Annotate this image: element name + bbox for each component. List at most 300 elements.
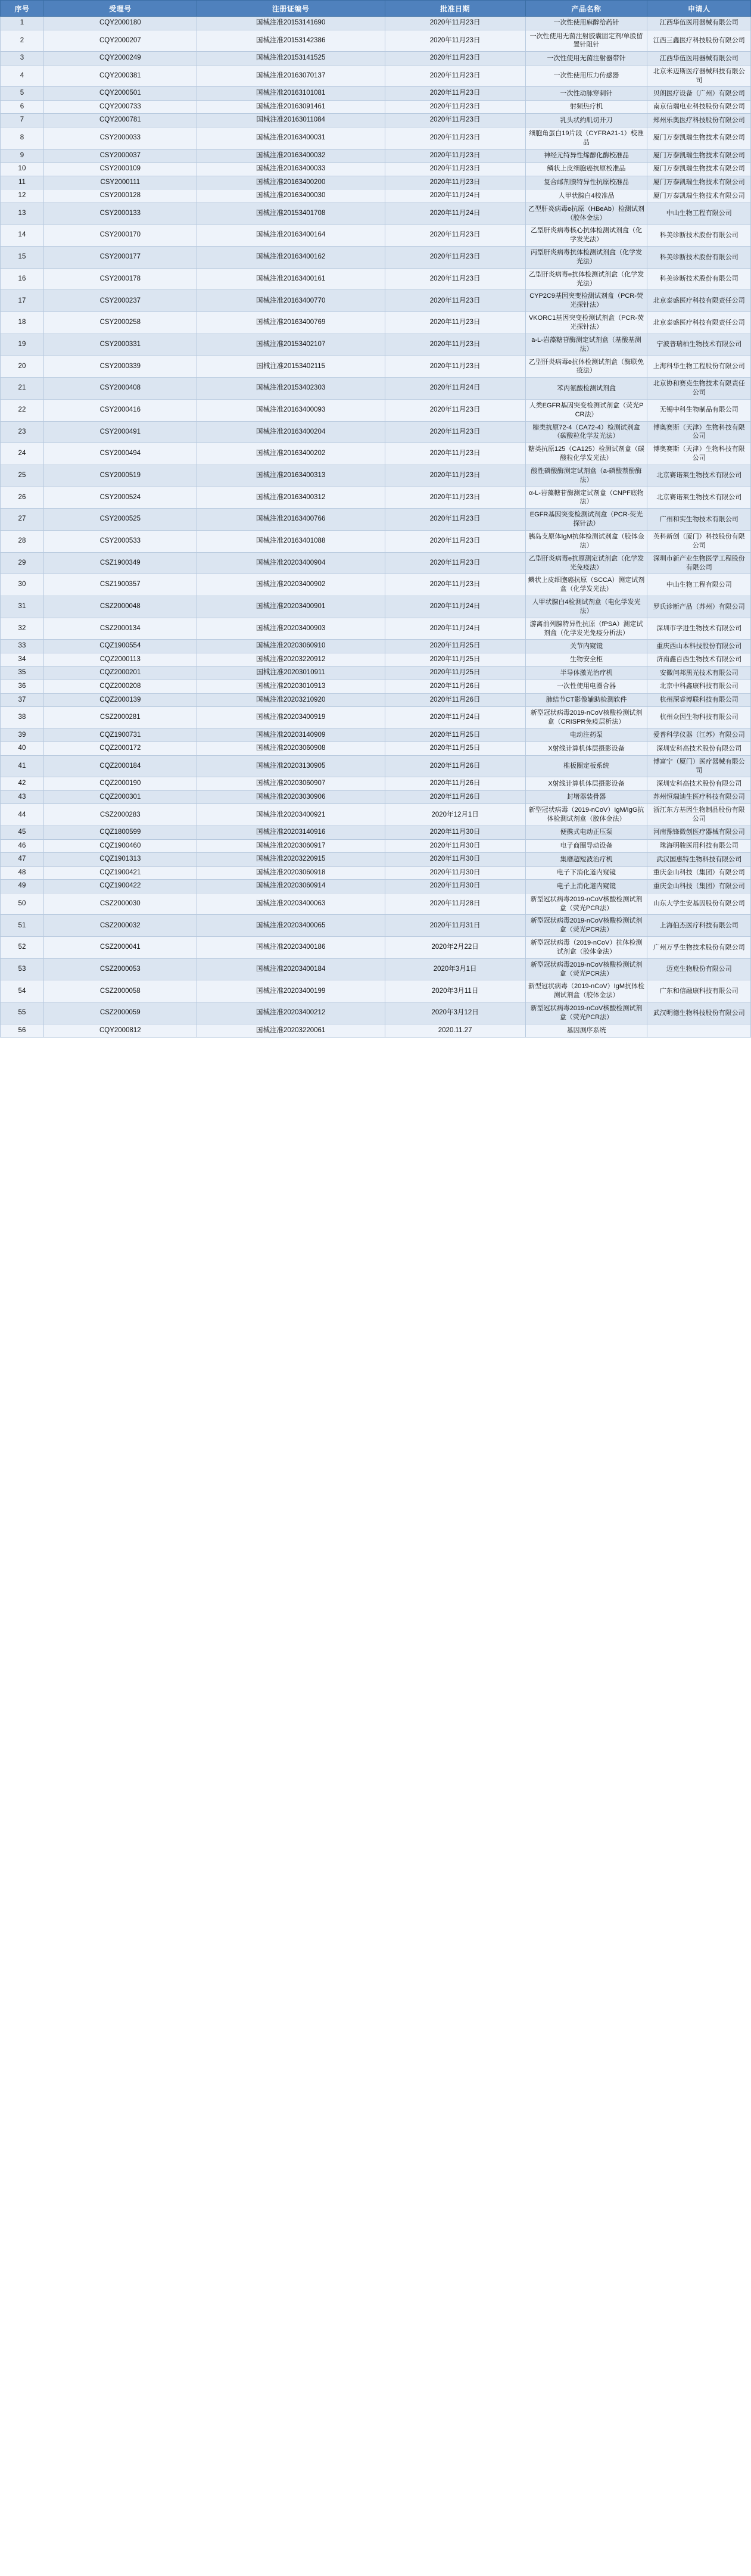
cell-index: 10 bbox=[1, 163, 44, 176]
cell-applicant: 深圳安科高技术股份有限公司 bbox=[647, 742, 751, 756]
cell-certificate-number: 国械注准20203210920 bbox=[197, 693, 385, 707]
cell-acceptance-number: CSY2000033 bbox=[43, 127, 197, 149]
cell-product-name: 乳头状约肌切开刀 bbox=[525, 114, 647, 127]
cell-index: 13 bbox=[1, 203, 44, 225]
table-row bbox=[1, 531, 751, 553]
table-row bbox=[1, 777, 751, 791]
cell-certificate-number: 国械注准20203060907 bbox=[197, 777, 385, 791]
table-row bbox=[1, 247, 751, 269]
cell-approval-date: 2020年11月23日 bbox=[385, 225, 525, 247]
cell-acceptance-number: CQY2000180 bbox=[43, 17, 197, 30]
table-row bbox=[1, 618, 751, 640]
cell-applicant: 科美诊断技术股份有限公司 bbox=[647, 225, 751, 247]
cell-acceptance-number: CQY2000249 bbox=[43, 52, 197, 66]
cell-applicant: 宁波普瑞柏生物技术有限公司 bbox=[647, 334, 751, 356]
cell-index: 6 bbox=[1, 100, 44, 114]
cell-product-name: 新型冠状病毒2019-nCoV核酸检测试剂盒（荧光PCR法） bbox=[525, 958, 647, 980]
cell-applicant: 上海科华生物工程股份有限公司 bbox=[647, 356, 751, 378]
cell-product-name: 苯丙氨酸检测试剂盒 bbox=[525, 378, 647, 400]
table-row bbox=[1, 203, 751, 225]
registration-table-container bbox=[0, 0, 751, 1038]
cell-product-name: 椎板圈定板系统 bbox=[525, 755, 647, 777]
cell-applicant: 北京泰盛医疗科技有限责任公司 bbox=[647, 312, 751, 334]
table-row bbox=[1, 443, 751, 465]
cell-certificate-number: 国械注准20203400065 bbox=[197, 915, 385, 937]
cell-acceptance-number: CSY2000339 bbox=[43, 356, 197, 378]
table-row bbox=[1, 1002, 751, 1024]
cell-approval-date: 2020年11月23日 bbox=[385, 574, 525, 596]
cell-approval-date: 2020年11月30日 bbox=[385, 853, 525, 867]
cell-certificate-number: 国械注准20203400212 bbox=[197, 1002, 385, 1024]
cell-certificate-number: 国械注准20163400032 bbox=[197, 149, 385, 163]
column-header-applicant: 申请人 bbox=[647, 1, 751, 17]
cell-approval-date: 2020年11月23日 bbox=[385, 30, 525, 52]
cell-certificate-number: 国械注准20203060918 bbox=[197, 866, 385, 880]
table-row bbox=[1, 127, 751, 149]
cell-approval-date: 2020年11月30日 bbox=[385, 826, 525, 840]
cell-approval-date: 2020年11月25日 bbox=[385, 742, 525, 756]
table-row bbox=[1, 100, 751, 114]
cell-approval-date: 2020年11月23日 bbox=[385, 443, 525, 465]
cell-certificate-number: 国械注准20163400093 bbox=[197, 399, 385, 421]
cell-certificate-number: 国械注准20203400921 bbox=[197, 804, 385, 826]
cell-approval-date: 2020年11月30日 bbox=[385, 866, 525, 880]
cell-applicant: 厦门万泰凯瑞生物技术有限公司 bbox=[647, 127, 751, 149]
cell-acceptance-number: CQZ2000208 bbox=[43, 680, 197, 694]
table-row bbox=[1, 176, 751, 189]
cell-approval-date: 2020年11月23日 bbox=[385, 52, 525, 66]
table-row bbox=[1, 65, 751, 87]
cell-product-name: 乙型肝炎病毒e抗原（HBeAb）检测试剂（胶体金法） bbox=[525, 203, 647, 225]
table-row bbox=[1, 334, 751, 356]
table-row bbox=[1, 728, 751, 742]
cell-certificate-number: 国械注准20203400199 bbox=[197, 980, 385, 1002]
cell-index: 20 bbox=[1, 356, 44, 378]
cell-product-name: 基因测序系统 bbox=[525, 1024, 647, 1038]
table-row bbox=[1, 893, 751, 915]
cell-applicant: 博奥赛斯（天津）生物科技有限公司 bbox=[647, 443, 751, 465]
cell-approval-date: 2020年11月23日 bbox=[385, 356, 525, 378]
cell-index: 19 bbox=[1, 334, 44, 356]
cell-applicant bbox=[647, 1024, 751, 1038]
cell-index: 24 bbox=[1, 443, 44, 465]
cell-acceptance-number: CSY2000524 bbox=[43, 487, 197, 509]
cell-approval-date: 2020年11月28日 bbox=[385, 893, 525, 915]
cell-product-name: CYP2C9基因突变检测试剂盒（PCR-荧光探针法） bbox=[525, 290, 647, 312]
cell-applicant: 北京赛诺莱生物技术有限公司 bbox=[647, 465, 751, 487]
cell-approval-date: 2020年11月23日 bbox=[385, 65, 525, 87]
cell-acceptance-number: CQZ1900421 bbox=[43, 866, 197, 880]
cell-applicant: 英科新创（厦门）科技股份有限公司 bbox=[647, 531, 751, 553]
cell-applicant: 浙江东方基因生物制品股份有限公司 bbox=[647, 804, 751, 826]
cell-certificate-number: 国械注准20203140909 bbox=[197, 728, 385, 742]
cell-approval-date: 2020年11月23日 bbox=[385, 247, 525, 269]
cell-product-name: 乙型肝炎病毒e抗体检测试剂盒（化学发光法） bbox=[525, 268, 647, 290]
cell-approval-date: 2020年11月23日 bbox=[385, 127, 525, 149]
cell-index: 46 bbox=[1, 839, 44, 853]
cell-approval-date: 2020年11月23日 bbox=[385, 290, 525, 312]
cell-acceptance-number: CSZ2000053 bbox=[43, 958, 197, 980]
table-header-row bbox=[1, 1, 751, 17]
cell-index: 30 bbox=[1, 574, 44, 596]
cell-approval-date: 2020年11月26日 bbox=[385, 790, 525, 804]
cell-acceptance-number: CQY2000381 bbox=[43, 65, 197, 87]
cell-product-name: 关节内窥镜 bbox=[525, 640, 647, 653]
cell-index: 15 bbox=[1, 247, 44, 269]
table-row bbox=[1, 755, 751, 777]
cell-certificate-number: 国械注准20153142386 bbox=[197, 30, 385, 52]
cell-acceptance-number: CSZ2000059 bbox=[43, 1002, 197, 1024]
cell-acceptance-number: CSY2000491 bbox=[43, 421, 197, 443]
cell-certificate-number: 国械注准20203060910 bbox=[197, 640, 385, 653]
column-header-index: 序号 bbox=[1, 1, 44, 17]
cell-acceptance-number: CQZ1900731 bbox=[43, 728, 197, 742]
cell-product-name: 半导体激光治疗机 bbox=[525, 666, 647, 680]
cell-approval-date: 2020年11月23日 bbox=[385, 100, 525, 114]
cell-applicant: 苏州恒瑞迪生医疗科技有限公司 bbox=[647, 790, 751, 804]
cell-certificate-number: 国械注准20203010913 bbox=[197, 680, 385, 694]
cell-product-name: 人甲状腺白4校准品 bbox=[525, 189, 647, 203]
cell-certificate-number: 国械注准20203130905 bbox=[197, 755, 385, 777]
cell-certificate-number: 国械注准20153402107 bbox=[197, 334, 385, 356]
cell-product-name: 电子上消化道内窥镜 bbox=[525, 880, 647, 893]
registration-table bbox=[0, 0, 751, 1038]
cell-applicant: 武汉明德生物科技股份有限公司 bbox=[647, 1002, 751, 1024]
cell-applicant: 重庆金山科技（集团）有限公司 bbox=[647, 880, 751, 893]
cell-acceptance-number: CSZ2000041 bbox=[43, 937, 197, 959]
cell-approval-date: 2020年3月12日 bbox=[385, 1002, 525, 1024]
cell-approval-date: 2020年11月23日 bbox=[385, 163, 525, 176]
cell-acceptance-number: CQZ2000139 bbox=[43, 693, 197, 707]
cell-index: 33 bbox=[1, 640, 44, 653]
cell-approval-date: 2020年11月23日 bbox=[385, 487, 525, 509]
table-row bbox=[1, 1024, 751, 1038]
column-header-acceptance-number: 受理号 bbox=[43, 1, 197, 17]
cell-acceptance-number: CSY2000178 bbox=[43, 268, 197, 290]
cell-acceptance-number: CQZ2000301 bbox=[43, 790, 197, 804]
cell-acceptance-number: CQY2000812 bbox=[43, 1024, 197, 1038]
cell-acceptance-number: CSZ2000032 bbox=[43, 915, 197, 937]
cell-certificate-number: 国械注准20163400161 bbox=[197, 268, 385, 290]
cell-acceptance-number: CSY2000128 bbox=[43, 189, 197, 203]
cell-product-name: 便携式电动正压泵 bbox=[525, 826, 647, 840]
table-row bbox=[1, 421, 751, 443]
cell-applicant: 重庆金山科技（集团）有限公司 bbox=[647, 866, 751, 880]
cell-product-name: 新型冠状病毒2019-nCoV核酸检测试剂盒（荧光PCR法） bbox=[525, 915, 647, 937]
cell-applicant: 济南鑫百西生物技术有限公司 bbox=[647, 653, 751, 666]
column-header-product-name: 产品名称 bbox=[525, 1, 647, 17]
table-row bbox=[1, 87, 751, 101]
cell-index: 1 bbox=[1, 17, 44, 30]
cell-applicant: 重庆西山本科技股份有限公司 bbox=[647, 640, 751, 653]
cell-index: 44 bbox=[1, 804, 44, 826]
cell-product-name: 集磨超短波治疗机 bbox=[525, 853, 647, 867]
cell-certificate-number: 国械注准20203060908 bbox=[197, 742, 385, 756]
cell-product-name: 人类EGFR基因突变检测试剂盒（荧光PCR法） bbox=[525, 399, 647, 421]
cell-acceptance-number: CQY2000207 bbox=[43, 30, 197, 52]
cell-product-name: 新型冠状病毒2019-nCoV核酸检测试剂盒（荧光PCR法） bbox=[525, 893, 647, 915]
cell-applicant: 厦门万泰凯瑞生物技术有限公司 bbox=[647, 149, 751, 163]
table-row bbox=[1, 574, 751, 596]
cell-index: 55 bbox=[1, 1002, 44, 1024]
cell-product-name: 乙型肝炎病毒e抗体检测试剂盒（酶联免疫法） bbox=[525, 356, 647, 378]
cell-index: 17 bbox=[1, 290, 44, 312]
cell-certificate-number: 国械注准20203400904 bbox=[197, 552, 385, 574]
cell-index: 7 bbox=[1, 114, 44, 127]
cell-applicant: 广州和实生物技术有限公司 bbox=[647, 509, 751, 531]
cell-product-name: 新型冠状病毒（2019-nCoV）IgM抗体检测试剂盒（胶体金法） bbox=[525, 980, 647, 1002]
column-header-approval-date: 批准日期 bbox=[385, 1, 525, 17]
cell-acceptance-number: CQY2000781 bbox=[43, 114, 197, 127]
cell-product-name: 电动注药泵 bbox=[525, 728, 647, 742]
cell-approval-date: 2020年11月26日 bbox=[385, 755, 525, 777]
cell-applicant: 深圳市新产业生物医学工程股份有限公司 bbox=[647, 552, 751, 574]
cell-applicant: 无锡中科生物制品有限公司 bbox=[647, 399, 751, 421]
cell-acceptance-number: CQZ2000184 bbox=[43, 755, 197, 777]
cell-applicant: 河南豫锋微创医疗器械有限公司 bbox=[647, 826, 751, 840]
cell-certificate-number: 国械注准20153141525 bbox=[197, 52, 385, 66]
cell-product-name: 新型冠状病毒2019-nCoV核酸检测试剂盒（荧光PCR法） bbox=[525, 1002, 647, 1024]
cell-applicant: 科美诊断技术股份有限公司 bbox=[647, 268, 751, 290]
cell-applicant: 中山生物工程有限公司 bbox=[647, 574, 751, 596]
cell-certificate-number: 国械注准20163400162 bbox=[197, 247, 385, 269]
cell-acceptance-number: CQZ1900460 bbox=[43, 839, 197, 853]
cell-certificate-number: 国械注准20163400313 bbox=[197, 465, 385, 487]
cell-product-name: 生物安全柜 bbox=[525, 653, 647, 666]
cell-applicant: 罗氏诊断产品（苏州）有限公司 bbox=[647, 596, 751, 618]
cell-product-name: 射频热疗机 bbox=[525, 100, 647, 114]
cell-applicant: 安徽问邦黑光技术有限公司 bbox=[647, 666, 751, 680]
cell-approval-date: 2020年11月23日 bbox=[385, 465, 525, 487]
cell-product-name: 鳞状上皮细胞癌抗原校准品 bbox=[525, 163, 647, 176]
table-row bbox=[1, 866, 751, 880]
cell-index: 9 bbox=[1, 149, 44, 163]
table-row bbox=[1, 937, 751, 959]
table-row bbox=[1, 666, 751, 680]
table-row bbox=[1, 114, 751, 127]
cell-applicant: 博富宁（厦门）医疗器械有限公司 bbox=[647, 755, 751, 777]
cell-product-name: EGFR基因突变检测试剂盒（PCR-荧光探针法） bbox=[525, 509, 647, 531]
table-row bbox=[1, 225, 751, 247]
cell-product-name: 肺结节CT影像辅助检测软件 bbox=[525, 693, 647, 707]
cell-index: 34 bbox=[1, 653, 44, 666]
cell-product-name: 封堵器装骨器 bbox=[525, 790, 647, 804]
cell-applicant: 杭州众因生物科技有限公司 bbox=[647, 707, 751, 729]
cell-applicant: 厦门万泰凯瑞生物技术有限公司 bbox=[647, 189, 751, 203]
cell-approval-date: 2020年11月24日 bbox=[385, 707, 525, 729]
table-row bbox=[1, 826, 751, 840]
cell-approval-date: 2020年11月26日 bbox=[385, 693, 525, 707]
cell-index: 5 bbox=[1, 87, 44, 101]
cell-approval-date: 2020年11月23日 bbox=[385, 421, 525, 443]
cell-product-name: 丙型肝炎病毒抗体检测试剂盒（化学发光法） bbox=[525, 247, 647, 269]
cell-certificate-number: 国械注准20203400901 bbox=[197, 596, 385, 618]
cell-acceptance-number: CSY2000525 bbox=[43, 509, 197, 531]
cell-certificate-number: 国械注准20203220915 bbox=[197, 853, 385, 867]
table-row bbox=[1, 915, 751, 937]
cell-acceptance-number: CSZ2000281 bbox=[43, 707, 197, 729]
cell-approval-date: 2020年11月30日 bbox=[385, 839, 525, 853]
cell-applicant: 博奥赛斯（天津）生物科技有限公司 bbox=[647, 421, 751, 443]
cell-acceptance-number: CSY2000494 bbox=[43, 443, 197, 465]
cell-acceptance-number: CSY2000408 bbox=[43, 378, 197, 400]
cell-approval-date: 2020年11月23日 bbox=[385, 149, 525, 163]
cell-index: 40 bbox=[1, 742, 44, 756]
cell-applicant: 贝朗医疗设备（广州）有限公司 bbox=[647, 87, 751, 101]
cell-certificate-number: 国械注准20163400769 bbox=[197, 312, 385, 334]
cell-applicant: 南京信瑞电业科技股份有限公司 bbox=[647, 100, 751, 114]
cell-applicant: 江西华伍医用器械有限公司 bbox=[647, 17, 751, 30]
cell-acceptance-number: CQY2000501 bbox=[43, 87, 197, 101]
cell-index: 47 bbox=[1, 853, 44, 867]
cell-certificate-number: 国械注准20163070137 bbox=[197, 65, 385, 87]
cell-certificate-number: 国械注准20203400184 bbox=[197, 958, 385, 980]
table-row bbox=[1, 693, 751, 707]
cell-product-name: 糖类抗原125（CA125）检测试剂盒（碳酸粒化学发光法） bbox=[525, 443, 647, 465]
cell-product-name: 鳞状上皮细胞癌抗原（SCCA）测定试剂盒（化学发光法） bbox=[525, 574, 647, 596]
cell-acceptance-number: CSY2000331 bbox=[43, 334, 197, 356]
cell-certificate-number: 国械注准20203030906 bbox=[197, 790, 385, 804]
table-row bbox=[1, 487, 751, 509]
cell-certificate-number: 国械注准20163400030 bbox=[197, 189, 385, 203]
cell-certificate-number: 国械注准20203400903 bbox=[197, 618, 385, 640]
cell-certificate-number: 国械注准20203400186 bbox=[197, 937, 385, 959]
cell-certificate-number: 国械注准20163400200 bbox=[197, 176, 385, 189]
cell-acceptance-number: CSZ2000048 bbox=[43, 596, 197, 618]
cell-index: 32 bbox=[1, 618, 44, 640]
table-row bbox=[1, 509, 751, 531]
cell-applicant: 杭州深睿博联科技有限公司 bbox=[647, 693, 751, 707]
cell-certificate-number: 国械注准20163400312 bbox=[197, 487, 385, 509]
cell-approval-date: 2020年11月23日 bbox=[385, 552, 525, 574]
cell-certificate-number: 国械注准20153401708 bbox=[197, 203, 385, 225]
table-row bbox=[1, 356, 751, 378]
column-header-certificate-number: 注册证编号 bbox=[197, 1, 385, 17]
cell-approval-date: 2020年2月22日 bbox=[385, 937, 525, 959]
cell-index: 41 bbox=[1, 755, 44, 777]
cell-approval-date: 2020年11月25日 bbox=[385, 728, 525, 742]
cell-index: 42 bbox=[1, 777, 44, 791]
cell-approval-date: 2020年11月26日 bbox=[385, 680, 525, 694]
cell-certificate-number: 国械注准20163400164 bbox=[197, 225, 385, 247]
cell-index: 16 bbox=[1, 268, 44, 290]
cell-acceptance-number: CSZ2000030 bbox=[43, 893, 197, 915]
cell-acceptance-number: CSY2000237 bbox=[43, 290, 197, 312]
cell-index: 22 bbox=[1, 399, 44, 421]
table-row bbox=[1, 804, 751, 826]
cell-index: 29 bbox=[1, 552, 44, 574]
table-row bbox=[1, 30, 751, 52]
cell-index: 54 bbox=[1, 980, 44, 1002]
cell-acceptance-number: CSY2000109 bbox=[43, 163, 197, 176]
cell-certificate-number: 国械注准20203010911 bbox=[197, 666, 385, 680]
cell-certificate-number: 国械注准20153141690 bbox=[197, 17, 385, 30]
cell-index: 18 bbox=[1, 312, 44, 334]
cell-index: 27 bbox=[1, 509, 44, 531]
cell-applicant: 爱普科学仪器（江苏）有限公司 bbox=[647, 728, 751, 742]
cell-applicant: 科美诊断技术股份有限公司 bbox=[647, 247, 751, 269]
cell-product-name: 新型冠状病毒（2019-nCoV）抗体检测试剂盒（胶体金法） bbox=[525, 937, 647, 959]
cell-index: 49 bbox=[1, 880, 44, 893]
cell-certificate-number: 国械注准20203140916 bbox=[197, 826, 385, 840]
cell-acceptance-number: CSZ1900349 bbox=[43, 552, 197, 574]
cell-applicant: 郑州乐奥医疗科技股份有限公司 bbox=[647, 114, 751, 127]
cell-product-name: VKORC1基因突变检测试剂盒（PCR-荧光探针法） bbox=[525, 312, 647, 334]
cell-product-name: 酸性磷酸酶测定试剂盒（a-磷酸萘酚酶法） bbox=[525, 465, 647, 487]
cell-acceptance-number: CQZ2000113 bbox=[43, 653, 197, 666]
cell-index: 11 bbox=[1, 176, 44, 189]
cell-certificate-number: 国械注准20203400919 bbox=[197, 707, 385, 729]
cell-product-name: 人甲状腺白4检测试剂盒（电化学发光法） bbox=[525, 596, 647, 618]
cell-index: 35 bbox=[1, 666, 44, 680]
cell-product-name: X射线计算机体层摄影设备 bbox=[525, 777, 647, 791]
cell-approval-date: 2020年11月24日 bbox=[385, 618, 525, 640]
cell-applicant: 上海伯杰医疗科技有限公司 bbox=[647, 915, 751, 937]
cell-index: 23 bbox=[1, 421, 44, 443]
cell-product-name: X射线计算机体层摄影设备 bbox=[525, 742, 647, 756]
cell-approval-date: 2020年3月1日 bbox=[385, 958, 525, 980]
cell-applicant: 山东大学生安基因股份有限公司 bbox=[647, 893, 751, 915]
cell-approval-date: 2020年11月24日 bbox=[385, 378, 525, 400]
cell-index: 28 bbox=[1, 531, 44, 553]
cell-index: 3 bbox=[1, 52, 44, 66]
cell-acceptance-number: CSZ2000283 bbox=[43, 804, 197, 826]
cell-product-name: 复合邮剂膜特异性抗原校准品 bbox=[525, 176, 647, 189]
cell-certificate-number: 国械注准20163400766 bbox=[197, 509, 385, 531]
cell-index: 50 bbox=[1, 893, 44, 915]
cell-product-name: a-L-岩藻糖苷酶测定试剂盒（基酸基测法） bbox=[525, 334, 647, 356]
cell-product-name: 一次性使用无菌注射器带针 bbox=[525, 52, 647, 66]
cell-product-name: 乙型肝炎病毒e抗原测定试剂盒（化学发光免疫法） bbox=[525, 552, 647, 574]
cell-approval-date: 2020年11月23日 bbox=[385, 334, 525, 356]
cell-applicant: 广东和信融康科技有限公司 bbox=[647, 980, 751, 1002]
cell-product-name: 电子商圈导动设备 bbox=[525, 839, 647, 853]
cell-applicant: 北京中科鑫康科技有限公司 bbox=[647, 680, 751, 694]
cell-acceptance-number: CSY2000111 bbox=[43, 176, 197, 189]
table-row bbox=[1, 465, 751, 487]
cell-product-name: 神经元特异性烯醇化酶校准品 bbox=[525, 149, 647, 163]
table-row bbox=[1, 189, 751, 203]
cell-applicant: 北京赛诺莱生物技术有限公司 bbox=[647, 487, 751, 509]
cell-index: 51 bbox=[1, 915, 44, 937]
cell-applicant: 迈克生物股份有限公司 bbox=[647, 958, 751, 980]
cell-approval-date: 2020年11月25日 bbox=[385, 666, 525, 680]
cell-acceptance-number: CSZ2000058 bbox=[43, 980, 197, 1002]
cell-acceptance-number: CQZ1900422 bbox=[43, 880, 197, 893]
table-row bbox=[1, 653, 751, 666]
cell-product-name: 一次性使用麻醉给药针 bbox=[525, 17, 647, 30]
cell-applicant: 广州万孚生物技术股份有限公司 bbox=[647, 937, 751, 959]
cell-applicant: 江西华伍医用器械有限公司 bbox=[647, 52, 751, 66]
cell-certificate-number: 国械注准20153402115 bbox=[197, 356, 385, 378]
table-row bbox=[1, 596, 751, 618]
table-row bbox=[1, 378, 751, 400]
cell-index: 45 bbox=[1, 826, 44, 840]
cell-acceptance-number: CSY2000170 bbox=[43, 225, 197, 247]
cell-approval-date: 2020年11月23日 bbox=[385, 399, 525, 421]
cell-index: 53 bbox=[1, 958, 44, 980]
cell-product-name: 游离前列腺特异性抗原（fPSA）测定试剂盒（化学发光免疫分析法） bbox=[525, 618, 647, 640]
cell-product-name: 一次性使用无菌注射胶囊固定剂/单股留置针阻针 bbox=[525, 30, 647, 52]
cell-index: 37 bbox=[1, 693, 44, 707]
table-row bbox=[1, 149, 751, 163]
cell-approval-date: 2020年11月23日 bbox=[385, 509, 525, 531]
cell-approval-date: 2020年11月23日 bbox=[385, 87, 525, 101]
cell-certificate-number: 国械注准20153402303 bbox=[197, 378, 385, 400]
cell-product-name: 乙型肝炎病毒核心抗体检测试剂盒（化学发光法） bbox=[525, 225, 647, 247]
cell-applicant: 厦门万泰凯瑞生物技术有限公司 bbox=[647, 176, 751, 189]
cell-approval-date: 2020年12月1日 bbox=[385, 804, 525, 826]
